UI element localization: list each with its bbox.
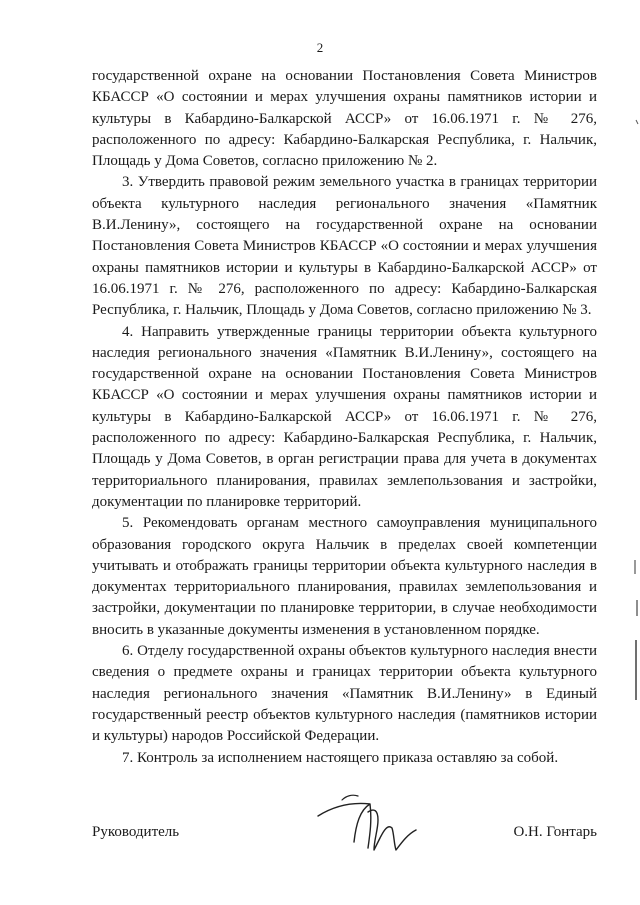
paragraph-item-4: 4. Направить утвержденные границы территории объекта культурного наследия регионального значения «Памятник В.И.Ленину», состоящего на государственной охране на основании Постановления Совета Министров КБАССР «О состоянии и мерах улучшения охраны памятников истории и культуры в Кабардино-Балкарской АССР» от 16.06.1971 г. № 276, расположенного по адресу: Кабардино-Балкарская Республика, г. Нальчик, Площадь у Дома Советов, в орган регистрации права для учета в документах территориального планирования, правилах землепользования и застройки, документации по планировке территорий.	[92, 323, 597, 510]
paragraph-item-7: 7. Контроль за исполнением настоящего приказа оставляю за собой.	[122, 749, 559, 766]
paragraph-continuation: государственной охране на основании Постановления Совета Министров КБАССР «О состоянии и мерах улучшения охраны памятников истории и культуры в Кабардино-Балкарской АССР» от 16.06.1971 г. № 276, расположенного по адресу: Кабардино-Балкарская Республика, г. Нальчик, Площадь у Дома Советов, согласно приложению № 2.	[92, 68, 597, 170]
signature-block	[92, 800, 597, 870]
signatory-role: Руководитель	[92, 824, 180, 840]
paragraph-item-6: 6. Отделу государственной охраны объектов культурного наследия внести сведения о предмете охраны и границах территории объекта культурного наследия регионального значения «Памятник В.И.Ленину» в Единый государственный реестр объектов культурного наследия (памятников истории и культуры) народов Российской Федерации.	[92, 643, 597, 745]
page-number: 2	[316, 40, 324, 55]
handwritten-signature	[312, 790, 422, 860]
signatory-name: О.Н. Гонтарь	[513, 824, 597, 840]
scan-edge-marks	[622, 0, 640, 905]
paragraph-item-3: 3. Утвердить правовой режим земельного участка в границах территории объекта культурного наследия регионального значения «Памятник В.И.Ленину», состоящего на государственной охране на основании Постановления Совета Министров КБАССР «О состоянии и мерах улучшения охраны памятников истории и культуры в Кабардино-Балкарской АССР» от 16.06.1971 г. № 276, расположенного по адресу: Кабардино-Балкарская Республика, г. Нальчик, Площадь у Дома Советов, согласно приложению № 3.	[92, 174, 597, 319]
paragraph-item-5: 5. Рекомендовать органам местного самоуправления муниципального образования городского округа Нальчик в пределах своей компетенции учитывать и отображать границы территории объекта культурного наследия в документах территориального планирования, правилах землепользования и застройки, документации по планировке территории, в случае необходимости вносить в указанные документы изменения в установленном порядке.	[92, 515, 597, 638]
document-body	[92, 66, 597, 769]
